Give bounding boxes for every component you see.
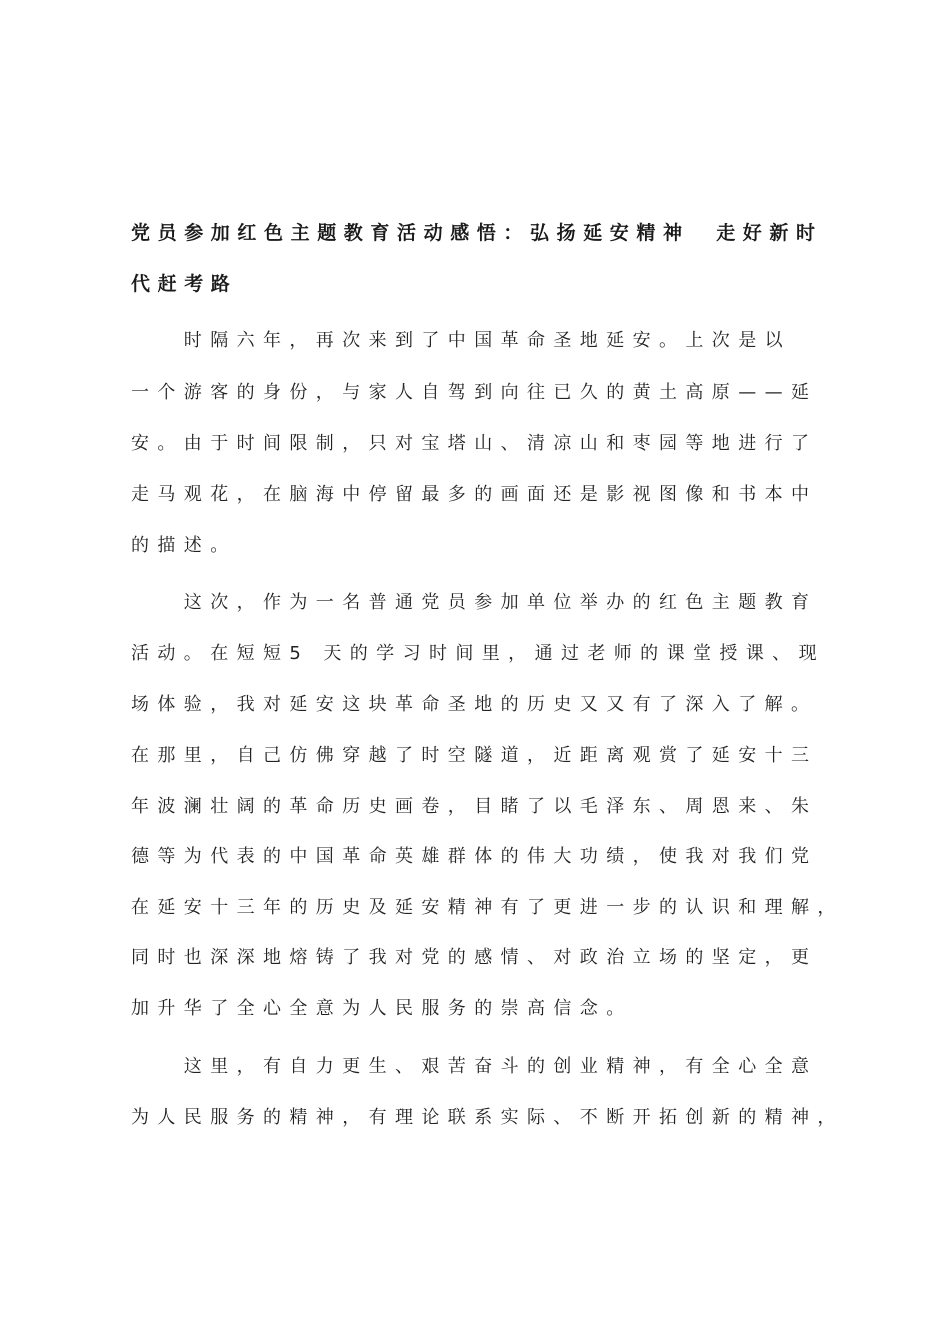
paragraph-line: 在延安十三年的历史及延安精神有了更进一步的认识和理解， [131, 897, 844, 918]
paragraph-line: 一个游客的身份，与家人自驾到向往已久的黄土高原——延 [131, 382, 818, 403]
paragraph-line: 走马观花，在脑海中停留最多的画面还是影视图像和书本中 [131, 484, 818, 505]
paragraph-line: 加升华了全心全意为人民服务的崇高信念。 [131, 998, 633, 1019]
paragraph-line: 场体验，我对延安这块革命圣地的历史又又有了深入了解。 [131, 694, 818, 715]
paragraph-line: 安。由于时间限制，只对宝塔山、清凉山和枣园等地进行了 [131, 433, 818, 454]
paragraph-line: 为人民服务的精神，有理论联系实际、不断开拓创新的精神， [131, 1107, 844, 1128]
paragraph-line: 这次，作为一名普通党员参加单位举办的红色主题教育 [131, 592, 818, 613]
paragraph-line: 德等为代表的中国革命英雄群体的伟大功绩，使我对我们党 [131, 846, 818, 867]
paragraph-line: 时隔六年，再次来到了中国革命圣地延安。上次是以 [131, 330, 791, 351]
paragraph-line: 的描述。 [131, 535, 237, 556]
paragraph-line: 同时也深深地熔铸了我对党的感情、对政治立场的坚定，更 [131, 947, 818, 968]
document-title-line-2: 代赶考路 [131, 273, 238, 295]
paragraph-line: 这里，有自力更生、艰苦奋斗的创业精神，有全心全意 [131, 1056, 818, 1077]
document-title-line-1: 党员参加红色主题教育活动感悟：弘扬延安精神 走好新时 [131, 222, 823, 244]
paragraph-line: 年波澜壮阔的革命历史画卷，目睹了以毛泽东、周恩来、朱 [131, 796, 818, 817]
paragraph-line: 在那里，自己仿佛穿越了时空隧道，近距离观赏了延安十三 [131, 745, 818, 766]
paragraph-line: 活动。在短短5 天的学习时间里，通过老师的课堂授课、现 [131, 643, 825, 664]
